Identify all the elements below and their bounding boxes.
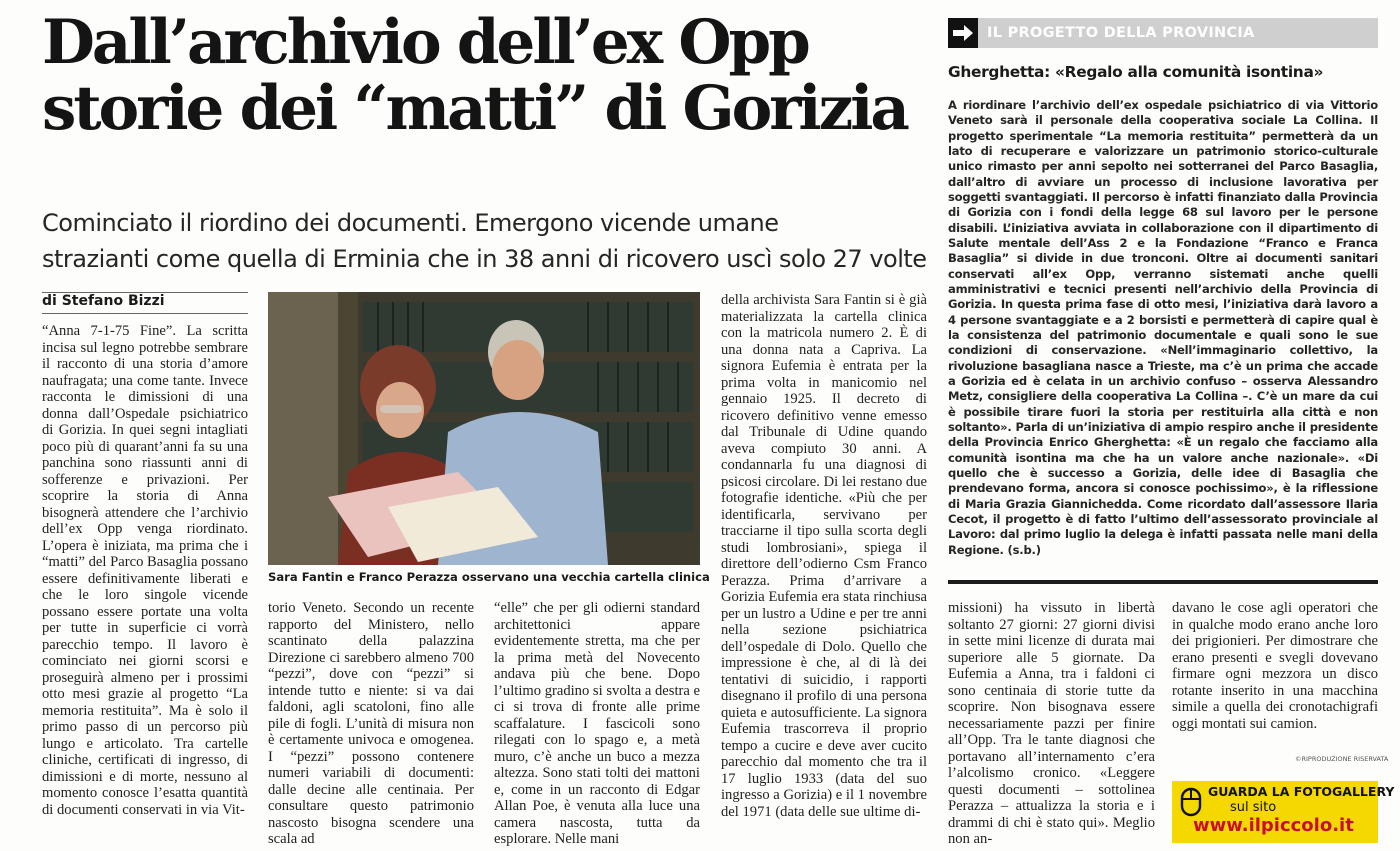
article-column-6 [1172,600,1378,750]
article-column-5 [948,600,1155,848]
reproduction-notice: ©RIPRODUZIONE RISERVATA [1295,755,1389,763]
promo-site-link[interactable]: www.ilpiccolo.it [1193,815,1354,836]
article-text-5: missioni) ha vissuto in libertà soltanto 27 giorni: 27 giorni divisi in sette mini licenze di durata mai superiore alle 5 giornate. Da Eufemia a Anna, tra i faldoni ci sono centinaia di storie tutte da scoprire. Non bisognava essere necessariamente pazzi per finire all’Opp. Tra le tante diagnosi che portavano all’internamento c’era l’alcolismo cronico. «Leggere questi documenti – sottolinea Perazza – attualizza la storia e i drammi di chi è stato qui». Meglio non an- [948,600,1155,847]
promo-line-2: sul sito [1230,800,1277,815]
subheadline-line-1: Cominciato il riordino dei documenti. Emergono vicende umane [42,209,779,237]
article-text-3: “elle” che per gli odierni standard architettonici appare evidentemente stretta, ma che per la prima metà del Novecento andava più che bene. Dopo l’ultimo gradino si svolta a destra e ci si trova di fronte alle prime scaffalature. I fascicoli sono rilegati con lo spago e, a metà muro, c’è anche un buco a mezza altezza. Sono stati tolti dei mattoni e, come in un racconto di Edgar Allan Poe, è venuta alla luce una camera nascosta, tutta da esplorare. Nelle mani [494,600,700,847]
photo-illustration [268,292,700,565]
headline-line-2: storie dei “matti” di Gorizia [42,73,907,144]
sidebar-bottom-rule [948,580,1378,584]
photo-caption: Sara Fantin e Franco Perazza osservano una vecchia cartella clinica [268,570,710,584]
article-column-1 [42,323,248,848]
arrow-right-icon [948,18,978,48]
mouse-icon [1178,787,1204,817]
article-column-4 [721,292,927,848]
headline-line-1: Dall’archivio dell’ex Opp [42,7,808,78]
subheadline-line-2: strazianti come quella di Erminia che in 38 anni di ricovero uscì solo 27 volte [42,245,927,273]
sidebar-body: A riordinare l’archivio dell’ex ospedale psichiatrico di via Vittorio Veneto sarà il personale della cooperativa sociale La Collina. Il progetto sperimentale “La memoria restituita” permetterà da un lato di recuperare e valorizzare un patrimonio storico-culturale unico rimasto per anni sepolto nei sotterranei del Parco Basaglia, dall’altro di avviare un processo di inclusione lavorativa per soggetti svantaggiati. Il percorso è infatti finanziato dalla Provincia di Gorizia con i fondi della legge 68 sul lavoro per le persone disabili. L’iniziativa avviata in collaborazione con il dipartimento di Salute mentale dell’Ass 2 e la Fondazione “Franco e Franca Basaglia” si divide in due tronconi. Oltre ai documenti sanitari conservati all’ex Opp, verranno sistemati anche quelli amministrativi e tecnici presenti nell’archivio della Provincia di Gorizia. In questa prima fase di otto mesi, l’iniziativa darà lavoro a 4 persone svantaggiate e a 2 borsisti e permetterà di capire qual è la consistenza del patrimonio documentale e quali sono le sue condizioni di conservazione. «Nell’immaginario collettivo, la rivoluzione basagliana nasce a Trieste, ma c’è un prima che accade a Gorizia ed è celata in un archivio confuso – osserva Alessandro Metz, consigliere della cooperativa La Collina –. C’è un mare da cui è possibile tirare fuori la storia per restituirla alla città e non soltanto». Parla di un’iniziativa di ampio respiro anche il presidente della Provincia Enrico Gherghetta: «È un regalo che facciamo alla comunità isontina ma che ha un valore anche nazionale». «Di quello che è successo a Gorizia, delle idee di Basaglia che prendevano forma, ancora si conosce pochissimo», è la riflessione di Maria Grazia Giannichedda. Come ricordato dall’assessore Ilaria Cecot, il progetto è di fatto l’ultimo dell’assessorato provinciale al Lavoro: dal primo luglio la delega è infatti passata nelle mani della Regione. (s.b.) [948,98,1378,557]
article-text-2: torio Veneto. Secondo un recente rapporto del Ministero, nello scantinato della palazzina Direzione ci sarebbero almeno 700 “pezzi”, dove con “pezzi” si intende tutto e niente: si va dai faldoni, agli scatoloni, fino alle pile di fogli. L’unità di misura non è certamente univoca e omogenea. I “pezzi” possono contenere numeri variabili di documenti: dalle decine alle centinaia. Per consultare questo patrimonio nascosto bisogna scendere una scala ad [268,600,474,847]
byline: di Stefano Bizzi [42,293,165,309]
headline [42,7,942,144]
promo-line-1: GUARDA LA FOTOGALLERY [1208,784,1395,799]
article-column-3 [494,600,700,848]
sidebar-title: Gherghetta: «Regalo alla comunità isontina» [948,63,1324,81]
article-photo [268,292,700,565]
article-text-6: davano le cose agli operatori che in qualche modo erano anche loro dei prigionieri. Per dimostrare che erano presenti e svegli dovevano firmare ogni mezzora un disco rotante inserito in una macchina simile a quella dei cronotachigrafi oggi montati sui camion. [1172,600,1378,732]
sidebar-kicker: IL PROGETTO DELLA PROVINCIA [987,25,1255,41]
article-text-1: “Anna 7-1-75 Fine”. La scritta incisa sul legno potrebbe sembrare il racconto di una storia d’amore naufragata; una come tante. Invece racconta le dimissioni di una donna dall’Ospedale psichiatrico di Gorizia. In quei segni intagliati poco più di quarant’anni fa su una panchina sono riassunti anni di sofferenze e privazioni. Per scoprire la storia di Anna bisognerà attendere che l’archivio dell’ex Opp venga riordinato. L’opera è iniziata, ma prima che i “matti” del Parco Basaglia possano essere definitivamente liberati e che le loro singole vicende possano essere portate una volta per tutte in superficie ci vorrà parecchio tempo. Il lavoro è cominciato nei giorni scorsi e proseguirà almeno per i prossimi otto mesi grazie al progetto “La memoria restituita”. Ma è solo il primo passo di un percorso più lungo e articolato. Tra cartelle cliniche, certificati di ingresso, di dimissioni e di morte, nessuno al momento conosce l’esatta quantità di documenti conservati in via Vit- [42,323,248,818]
byline-rule-bottom [42,313,248,314]
article-column-2 [268,600,474,848]
subheadline [42,205,942,277]
article-text-4: della archivista Sara Fantin si è già materializzata la cartella clinica con la matricola numero 2. È di una donna nata a Capriva. La signora Eufemia è entrata per la prima volta in manicomio nel gennaio 1925. Il decreto di ricovero definitivo venne emesso dal Tribunale di Udine quando aveva compiuto 30 anni. A condannarla fu una diagnosi di psicosi circolare. Di lei restano due fotografie identiche. «Più che per identificarla, servivano per tracciarne il tipo sulla scorta degli studi lombrosiani», spiega il direttore dell’odierno Csm Franco Perazza. Prima d’arrivare a Gorizia Eufemia era stata rinchiusa per un lustro a Udine e per tre anni nella sezione psichiatrica dell’ospedale di Dolo. Quello che impressione è che, al di là dei tentativi di suicidio, i rapporti disegnano il profilo di una persona quieta e autosufficiente. La signora Eufemia trascorreva il proprio tempo a cucire e deve aver cucito parecchio dal momento che tra il 17 luglio 1933 (data del suo ingresso a Gorizia) e il 1 novembre del 1971 (data delle sue ultime di- [721,292,927,820]
